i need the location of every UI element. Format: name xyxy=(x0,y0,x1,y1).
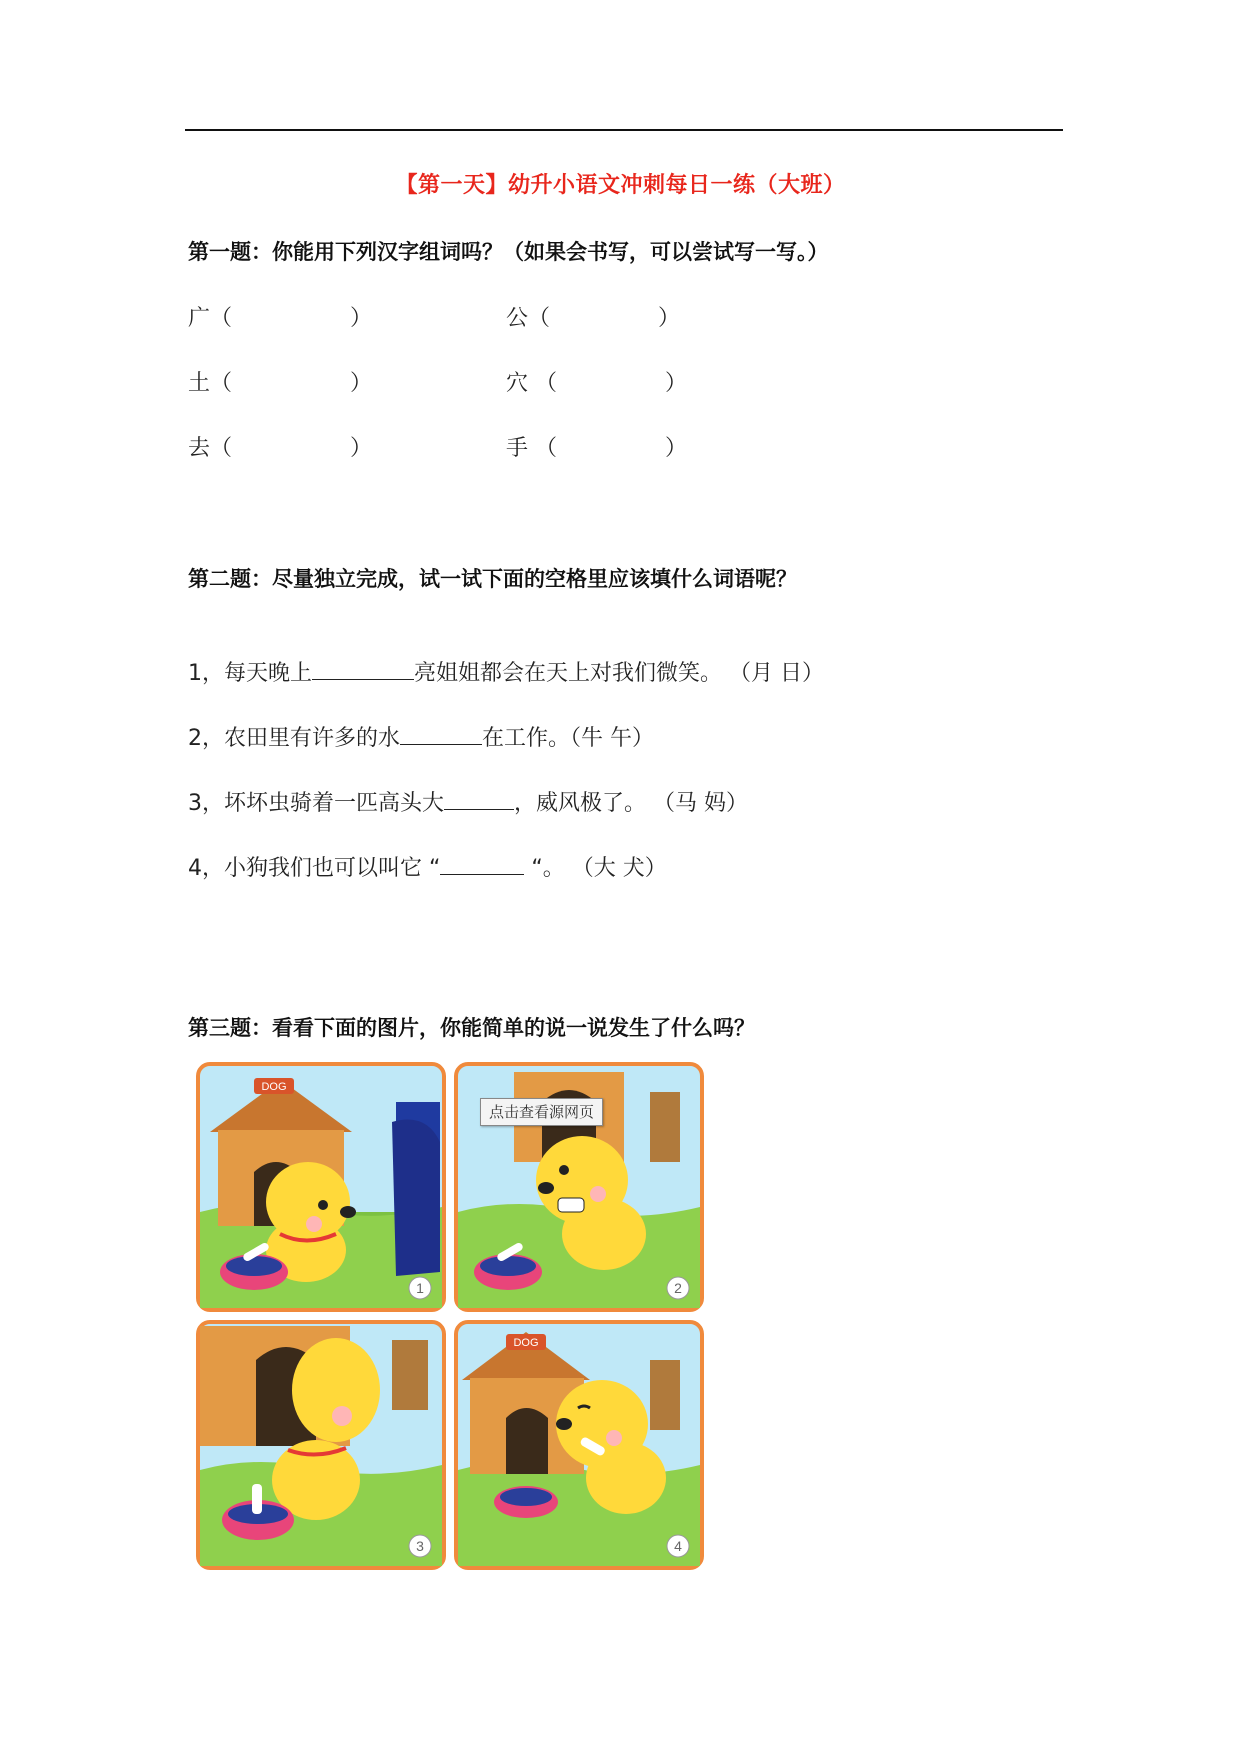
panel-number: 2 xyxy=(674,1280,682,1296)
fill-sentence: 3，坏坏虫骑着一匹高头大 ，威风极了。 （马 妈） xyxy=(188,791,748,816)
comic-strip xyxy=(196,1062,710,1580)
panel-number: 1 xyxy=(416,1280,424,1296)
word-item: 土（ ） xyxy=(188,371,373,396)
fill-sentence: 2，农田里有许多的水 在工作。（牛 午） xyxy=(188,726,654,751)
fill-sentence: 1，每天晚上 亮姐姐都会在天上对我们微笑。 （月 日） xyxy=(188,661,824,686)
word-item: 穴 （ ） xyxy=(506,371,688,396)
comic-panel-4 xyxy=(454,1320,704,1570)
top-rule xyxy=(185,129,1063,131)
svg-text:DOG: DOG xyxy=(513,1337,539,1349)
fill-sentence: 4，小狗我们也可以叫它 “ “。 （大 犬） xyxy=(188,856,667,881)
word-item: 公（ ） xyxy=(506,306,681,331)
view-source-tooltip[interactable]: 点击查看源网页 xyxy=(480,1098,603,1126)
answer-blank[interactable] xyxy=(312,678,414,680)
answer-blank[interactable] xyxy=(400,743,482,745)
answer-blank[interactable] xyxy=(444,808,514,810)
panel-number: 3 xyxy=(416,1538,424,1554)
panel-number: 4 xyxy=(674,1538,682,1554)
word-item: 手 （ ） xyxy=(506,436,688,461)
word-item: 广（ ） xyxy=(188,306,373,331)
question-2-heading: 第二题：尽量独立完成，试一试下面的空格里应该填什么词语呢？ xyxy=(188,567,797,591)
svg-text:DOG: DOG xyxy=(261,1081,287,1093)
comic-panel-3 xyxy=(196,1320,446,1570)
answer-blank[interactable] xyxy=(440,873,524,875)
page-title: 【第一天】幼升小语文冲刺每日一练（大班） xyxy=(395,173,846,198)
question-1-heading: 第一题：你能用下列汉字组词吗？（如果会书写，可以尝试写一写。） xyxy=(188,240,829,264)
question-3-heading: 第三题：看看下面的图片，你能简单的说一说发生了什么吗？ xyxy=(188,1016,755,1040)
comic-panel-1 xyxy=(196,1062,446,1312)
word-item: 去（ ） xyxy=(188,436,373,461)
